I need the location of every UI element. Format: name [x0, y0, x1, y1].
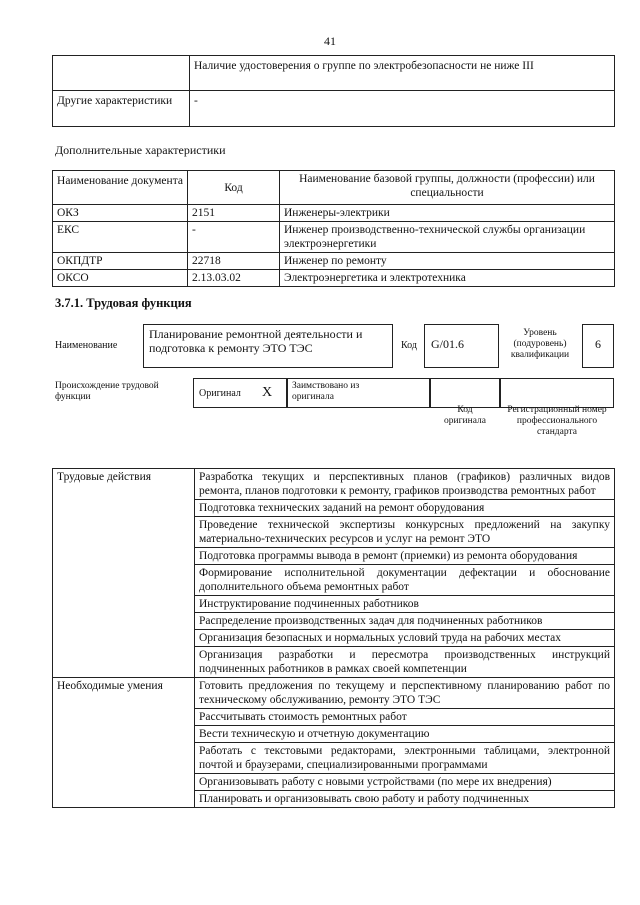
header-code: Код	[188, 171, 280, 205]
skill-item: Вести техническую и отчетную документацию	[195, 726, 615, 743]
top-characteristics-table	[52, 55, 615, 127]
action-item: Инструктирование подчиненных работников	[195, 596, 615, 613]
additional-heading: Дополнительные характеристики	[55, 143, 226, 157]
action-item: Проведение технической экспертизы конкурсных предложений на закупку материально-технических ресурсов и услуг на ремонт ЭТО	[195, 517, 615, 548]
original-box	[193, 378, 287, 408]
additional-table	[52, 170, 615, 287]
top-row2-value: -	[190, 91, 615, 127]
action-item: Разработка текущих и перспективных планов (графиков) различных видов ремонта, планов подготовки к ремонту, графиков производства ремонтных работ	[195, 469, 615, 500]
action-item: Формирование исполнительной документации дефектации и обоснование дополнительного объема ремонтных работ	[195, 565, 615, 596]
top-row1-label	[53, 56, 190, 91]
section-title: 3.7.1. Трудовая функция	[55, 296, 192, 310]
table-row	[53, 205, 615, 222]
skills-label: Необходимые умения	[53, 678, 195, 808]
cell-name: Электроэнергетика и электротехника	[280, 270, 615, 287]
table-row	[53, 222, 615, 253]
page-number: 41	[324, 34, 336, 48]
action-item: Организация безопасных и нормальных условий труда на рабочих местах	[195, 630, 615, 647]
top-row1-value: Наличие удостоверения о группе по электробезопасности не ниже III	[190, 56, 615, 91]
cell-name: Инженеры-электрики	[280, 205, 615, 222]
code-original-label: Код оригинала	[444, 405, 486, 426]
cell-code: -	[188, 222, 280, 253]
skill-item: Организовывать работу с новыми устройствами (по мере их внедрения)	[195, 774, 615, 791]
code-label: Код	[401, 340, 417, 351]
action-item: Подготовка технических заданий на ремонт оборудования	[195, 500, 615, 517]
cell-name: Инженер по ремонту	[280, 253, 615, 270]
reg-number-box	[500, 378, 614, 408]
cell-name: Инженер производственно-технической службы организации электроэнергетики	[280, 222, 615, 253]
skill-item: Планировать и организовывать свою работу и работу подчиненных	[195, 791, 615, 808]
origin-label: Происхождение трудовой функции	[55, 381, 159, 402]
skill-item: Рассчитывать стоимость ремонтных работ	[195, 709, 615, 726]
cell-doc: ОКПДТР	[53, 253, 188, 270]
level-box: 6	[582, 324, 614, 368]
cell-code: 22718	[188, 253, 280, 270]
original-label: Оригинал	[199, 388, 241, 399]
skill-item: Готовить предложения по текущему и перспективному планированию работ по техническому обслуживанию, ремонту ЭТО ТЭС	[195, 678, 615, 709]
cell-doc: ЕКС	[53, 222, 188, 253]
function-name-box: Планирование ремонтной деятельности и подготовка к ремонту ЭТО ТЭС	[143, 324, 393, 368]
labor-function-table	[52, 468, 615, 808]
cell-doc: ОКЗ	[53, 205, 188, 222]
top-row2-label: Другие характеристики	[53, 91, 190, 127]
action-item: Распределение производственных задач для подчиненных работников	[195, 613, 615, 630]
reg-number-label: Регистрационный номер профессионального стандарта	[507, 405, 607, 437]
borrowed-label: Заимствовано из оригинала	[292, 381, 360, 402]
header-base-group: Наименование базовой группы, должности (профессии) или специальности	[280, 171, 615, 205]
original-mark: X	[262, 385, 273, 400]
actions-label: Трудовые действия	[53, 469, 195, 678]
action-item: Организация разработки и пересмотра производственных инструкций подчиненных работников в рамках своей компетенции	[195, 647, 615, 678]
cell-code: 2151	[188, 205, 280, 222]
action-item: Подготовка программы вывода в ремонт (приемки) из ремонта оборудования	[195, 548, 615, 565]
level-label: Уровень (подуровень) квалификации	[510, 328, 570, 360]
skill-item: Работать с текстовыми редакторами, электронными таблицами, электронной почтой и браузерами, специализированными программами	[195, 743, 615, 774]
name-label: Наименование	[55, 340, 118, 351]
header-doc-name: Наименование документа	[53, 171, 188, 205]
cell-code: 2.13.03.02	[188, 270, 280, 287]
table-row	[53, 270, 615, 287]
table-row	[53, 253, 615, 270]
borrowed-box	[287, 378, 430, 408]
cell-doc: ОКСО	[53, 270, 188, 287]
code-original-box	[430, 378, 500, 408]
function-code-box: G/01.6	[424, 324, 499, 368]
